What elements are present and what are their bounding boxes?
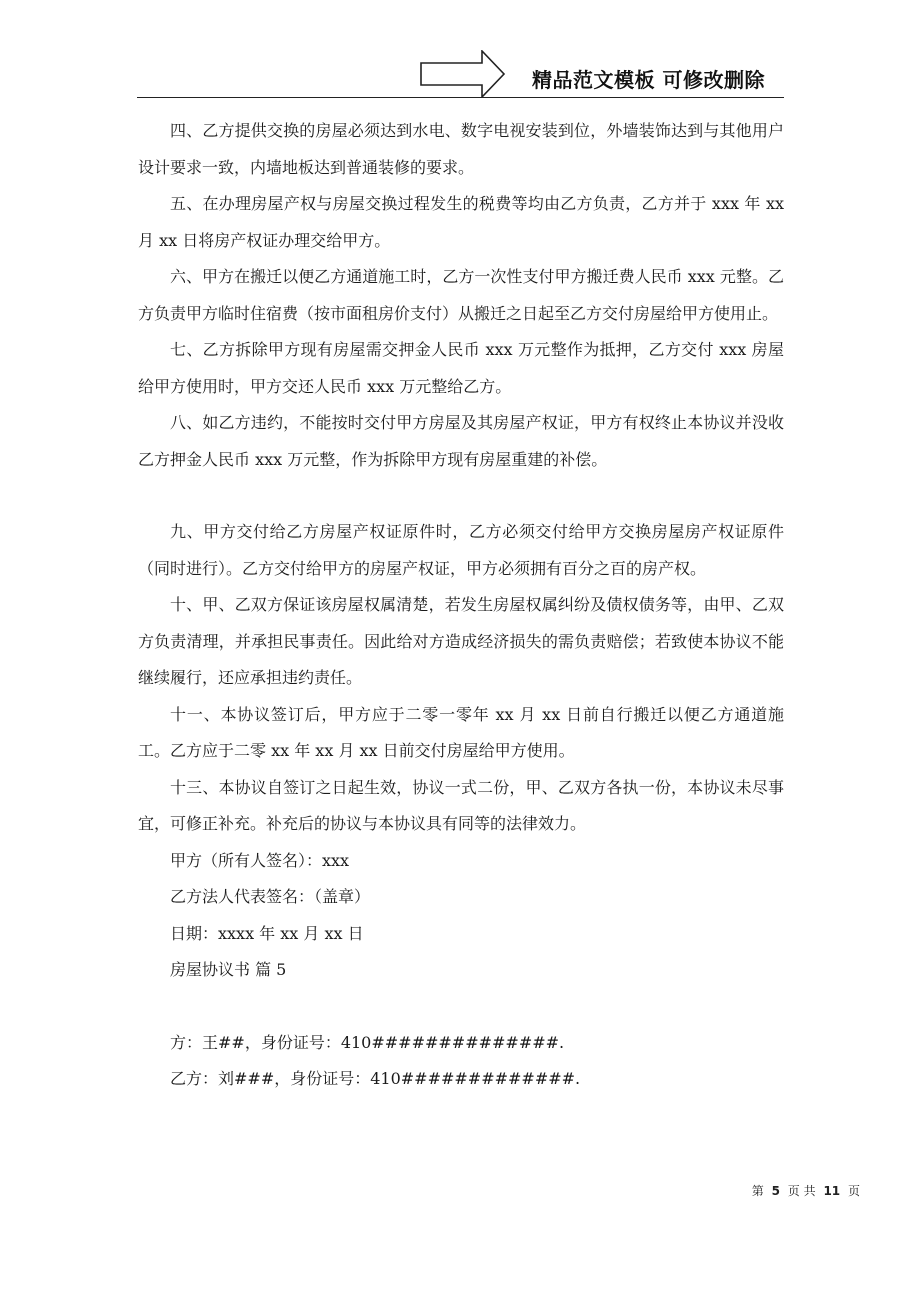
page-number xyxy=(752,1182,860,1199)
clause-4: 四、乙方提供交换的房屋必须达到水电、数字电视安装到位，外墙装饰达到与其他用户设计要求一致，内墙地板达到普通装修的要求。 xyxy=(138,121,784,177)
total-pages: 11 xyxy=(823,1184,841,1198)
party-a-signature: 甲方（所有人签名）：xxx xyxy=(170,850,350,870)
page-header xyxy=(0,0,920,100)
document-body xyxy=(138,113,784,1098)
clause-6: 六、甲方在搬迁以便乙方通道施工时，乙方一次性支付甲方搬迁费人民币 xxx 元整。乙方负责甲方临时住宿费（按市面租房价支付）从搬迁之日起至乙方交付房屋给甲方使用止。 xyxy=(138,267,784,323)
signing-date: 日期：xxxx 年 xx 月 xx 日 xyxy=(170,923,364,943)
clause-8: 八、如乙方违约，不能按时交付甲方房屋及其房屋产权证，甲方有权终止本协议并没收乙方押金人民币 xxx 万元整，作为拆除甲方现有房屋重建的补偿。 xyxy=(138,413,784,469)
clause-7: 七、乙方拆除甲方现有房屋需交押金人民币 xxx 万元整作为抵押，乙方交付 xxx 房屋给甲方使用时，甲方交还人民币 xxx 万元整给乙方。 xyxy=(138,340,784,396)
clause-9: 九、甲方交付给乙方房屋产权证原件时，乙方必须交付给甲方交换房屋房产权证原件（同时进行）。乙方交付给甲方的房屋产权证，甲方必须拥有百分之百的房产权。 xyxy=(138,522,784,578)
clause-5: 五、在办理房屋产权与房屋交换过程发生的税费等均由乙方负责，乙方并于 xxx 年 xx 月 xx 日将房产权证办理交给甲方。 xyxy=(138,194,784,250)
party-b-identity: 乙方：刘###，身份证号：410#############. xyxy=(170,1069,581,1088)
party-a-identity: 方：王##，身份证号：410##############. xyxy=(170,1032,565,1052)
page-middle: 页 共 xyxy=(787,1184,816,1198)
arrow-right-icon xyxy=(420,50,506,98)
header-divider xyxy=(137,97,784,98)
party-b-signature: 乙方法人代表签名：（盖章） xyxy=(170,887,371,906)
page-suffix: 页 xyxy=(847,1184,860,1198)
current-page: 5 xyxy=(771,1184,780,1198)
clause-10: 十、甲、乙双方保证该房屋权属清楚，若发生房屋权属纠纷及债权债务等，由甲、乙双方负责清理，并承担民事责任。因此给对方造成经济损失的需负责赔偿；若致使本协议不能继续履行，还应承担违约责任。 xyxy=(138,595,784,687)
page-prefix: 第 xyxy=(751,1184,764,1198)
clause-13: 十三、本协议自签订之日起生效，协议一式二份，甲、乙双方各执一份，本协议未尽事宜，可修正补充。补充后的协议与本协议具有同等的法律效力。 xyxy=(138,777,784,833)
section-title: 房屋协议书 篇 5 xyxy=(170,960,287,979)
clause-11: 十一、本协议签订后，甲方应于二零一零年 xx 月 xx 日前自行搬迁以便乙方通道施工。乙方应于二零 xx 年 xx 月 xx 日前交付房屋给甲方使用。 xyxy=(138,704,784,760)
header-title: 精品范文模板 可修改删除 xyxy=(532,68,765,92)
